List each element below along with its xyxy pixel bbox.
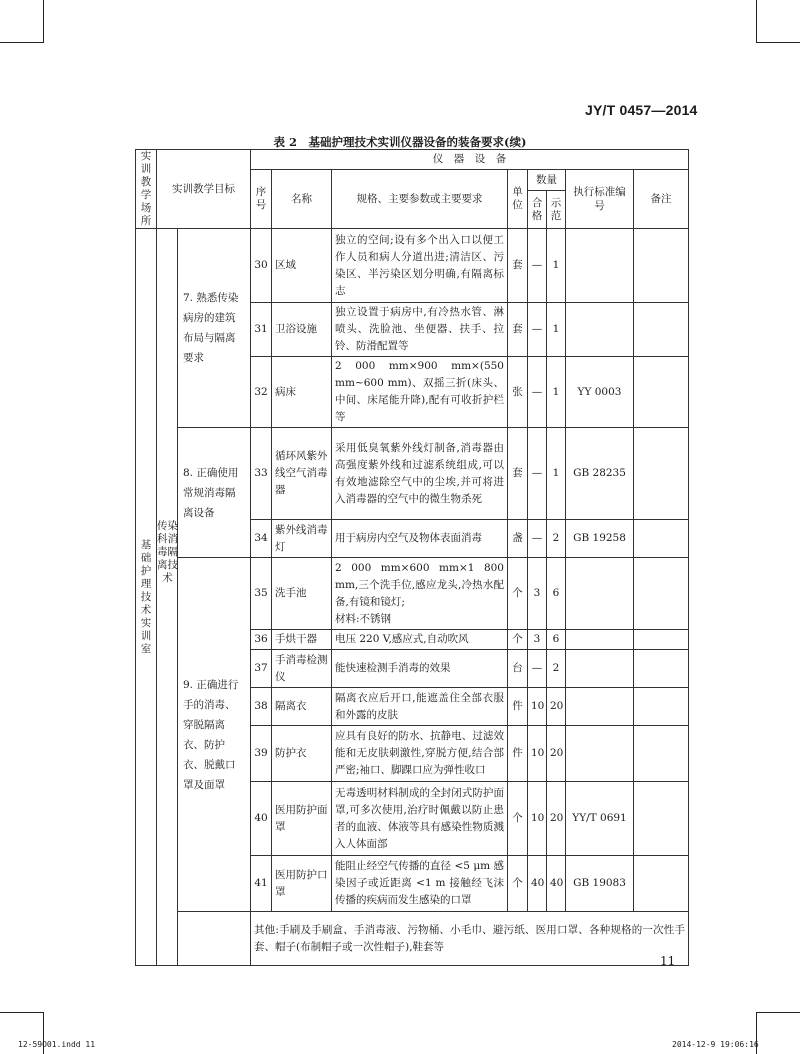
name-cell: 医用防护面罩 (272, 782, 332, 856)
spec-cell: 电压 220 V,感应式,自动吹风 (332, 630, 508, 650)
name-cell: 隔离衣 (272, 688, 332, 726)
seq-cell: 30 (251, 229, 272, 303)
note-cell (634, 688, 689, 726)
qty-ok-cell: — (528, 229, 547, 303)
qty-ok-cell: — (528, 357, 547, 428)
unit-cell: 个 (508, 630, 528, 650)
qty-ok-cell: 10 (528, 782, 547, 856)
note-cell (634, 630, 689, 650)
table-row (136, 428, 689, 520)
spec-cell: 能阻止经空气传播的直径 <5 μm 感染因子或近距离 <1 m 接触经飞沫传播的疾病而发生感染的口罩 (332, 856, 508, 912)
qty-demo-cell: 40 (547, 856, 566, 912)
name-cell: 手烘干器 (272, 630, 332, 650)
goal-9: 9. 正确进行手的消毒、穿脱隔离衣、防护衣、脱戴口罩及面罩 (178, 558, 251, 912)
qty-ok-cell: 10 (528, 688, 547, 726)
seq-cell: 32 (251, 357, 272, 428)
note-cell (634, 726, 689, 782)
crop-mark (756, 42, 800, 43)
spec-cell: 独立的空间;设有多个出入口以便工作人员和病人分道出进;清洁区、污染区、半污染区划分明确,有隔离标志 (332, 229, 508, 303)
spec-cell: 应具有良好的防水、抗静电、过滤效能和无皮肤刺激性,穿脱方便,结合部严密;袖口、脚踝口应为弹性收口 (332, 726, 508, 782)
seq-cell: 38 (251, 688, 272, 726)
header-std: 执行标准编号 (566, 170, 634, 229)
crop-mark (0, 42, 44, 43)
seq-cell: 35 (251, 558, 272, 630)
seq-cell: 34 (251, 520, 272, 558)
name-cell: 卫浴设施 (272, 303, 332, 357)
note-cell (634, 856, 689, 912)
note-cell (634, 303, 689, 357)
name-cell: 紫外线消毒灯 (272, 520, 332, 558)
spec-cell: 采用低臭氧紫外线灯制备,消毒器由高强度紫外线和过滤系统组成,可以有效地滤除空气中的尘埃,并可将进入消毒器的空气中的微生物杀死 (332, 428, 508, 520)
goal-7: 7. 熟悉传染病房的建筑布局与隔离要求 (178, 229, 251, 428)
unit-cell: 张 (508, 357, 528, 428)
name-cell: 手消毒检测仪 (272, 650, 332, 688)
header-seq: 序号 (251, 170, 272, 229)
qty-ok-cell: 40 (528, 856, 547, 912)
category-spacer (157, 229, 178, 966)
header-qty-ok: 合格 (528, 191, 547, 229)
qty-demo-cell: 2 (547, 650, 566, 688)
unit-cell: 套 (508, 303, 528, 357)
qty-ok-cell: — (528, 303, 547, 357)
std-cell: GB 19083 (566, 856, 634, 912)
unit-cell: 件 (508, 688, 528, 726)
name-cell: 病床 (272, 357, 332, 428)
note-cell (634, 782, 689, 856)
header-equipment: 仪 器 设 备 (251, 150, 689, 170)
seq-cell: 33 (251, 428, 272, 520)
header-place: 实训教学场所 (136, 150, 157, 229)
std-cell: YY/T 0691 (566, 782, 634, 856)
seq-cell: 40 (251, 782, 272, 856)
note-cell (634, 428, 689, 520)
qty-ok-cell: — (528, 520, 547, 558)
table-row-other (136, 912, 689, 966)
qty-demo-cell: 1 (547, 357, 566, 428)
qty-demo-cell: 20 (547, 782, 566, 856)
crop-mark (43, 0, 44, 42)
standard-number: JY/T 0457—2014 (585, 102, 698, 118)
unit-cell: 个 (508, 856, 528, 912)
name-cell: 防护衣 (272, 726, 332, 782)
qty-ok-cell: — (528, 650, 547, 688)
qty-ok-cell: 3 (528, 558, 547, 630)
header-name: 名称 (272, 170, 332, 229)
unit-cell: 盏 (508, 520, 528, 558)
qty-ok-cell: — (528, 428, 547, 520)
spec-cell: 2 000 mm×900 mm×(550 mm~600 mm)、双摇三折(床头、中间、床尾能升降),配有可收折护栏等 (332, 357, 508, 428)
header-goal: 实训教学目标 (157, 150, 251, 229)
unit-cell: 个 (508, 782, 528, 856)
note-cell (634, 520, 689, 558)
header-note: 备注 (634, 170, 689, 229)
unit-cell: 套 (508, 229, 528, 303)
std-cell (566, 229, 634, 303)
qty-demo-cell: 20 (547, 726, 566, 782)
std-cell (566, 558, 634, 630)
unit-cell: 套 (508, 428, 528, 520)
qty-demo-cell: 6 (547, 558, 566, 630)
qty-demo-cell: 1 (547, 303, 566, 357)
note-cell (634, 558, 689, 630)
qty-demo-cell: 1 (547, 428, 566, 520)
table-row (136, 558, 689, 630)
footer-timestamp: 2014-12-9 19:06:16 (672, 1040, 759, 1049)
name-cell: 区域 (272, 229, 332, 303)
crop-mark (756, 1012, 800, 1013)
std-cell (566, 650, 634, 688)
seq-cell: 37 (251, 650, 272, 688)
qty-demo-cell: 20 (547, 688, 566, 726)
table-caption: 表 2 基础护理技术实训仪器设备的装备要求(续) (273, 135, 527, 149)
note-cell (634, 650, 689, 688)
qty-ok-cell: 10 (528, 726, 547, 782)
footer-file: 12-59O01.indd 11 (18, 1040, 96, 1049)
spec-cell: 无毒透明材料制成的全封闭式防护面罩,可多次使用,治疗时佩戴以防止患者的血液、体液等具有感染性物质溅入人体面部 (332, 782, 508, 856)
other-items: 其他:手刷及手刷盒、手消毒液、污物桶、小毛巾、避污纸、医用口罩、各种规格的一次性手套、帽子(布制帽子或一次性帽子),鞋套等 (251, 912, 689, 966)
unit-cell: 个 (508, 558, 528, 630)
qty-ok-cell: 3 (528, 630, 547, 650)
std-cell (566, 726, 634, 782)
goal-8: 8. 正确使用常规消毒隔离设备 (178, 428, 251, 558)
header-unit: 单位 (508, 170, 528, 229)
seq-cell: 41 (251, 856, 272, 912)
name-cell: 洗手池 (272, 558, 332, 630)
spec-cell: 独立设置于病房中,有冷热水管、淋喷头、洗脸池、坐便器、扶手、拉铃、防滑配置等 (332, 303, 508, 357)
crop-mark (756, 0, 757, 42)
std-cell: GB 19258 (566, 520, 634, 558)
page-number: 11 (660, 954, 676, 968)
header-spec: 规格、主要参数或主要要求 (332, 170, 508, 229)
crop-mark (0, 1012, 44, 1013)
room-label: 基础护理技术实训室 (136, 229, 157, 966)
seq-cell: 36 (251, 630, 272, 650)
spec-cell: 2 000 mm×600 mm×1 800 mm,三个洗手位,感应龙头,冷热水配备,有镜和镜灯; 材料:不锈钢 (332, 558, 508, 630)
unit-cell: 台 (508, 650, 528, 688)
spec-cell: 隔离衣应后开口,能遮盖住全部衣服和外露的皮肤 (332, 688, 508, 726)
note-cell (634, 357, 689, 428)
goal-empty (178, 912, 251, 966)
dept-label: 传染科消毒隔离技术 (157, 520, 178, 584)
spec-cell: 用于病房内空气及物体表面消毒 (332, 520, 508, 558)
qty-demo-cell: 1 (547, 229, 566, 303)
spec-cell: 能快速检测手消毒的效果 (332, 650, 508, 688)
qty-demo-cell: 6 (547, 630, 566, 650)
header-qty: 数量 (528, 170, 566, 191)
std-cell (566, 688, 634, 726)
header-qty-demo: 示范 (547, 191, 566, 229)
equipment-table (135, 149, 689, 966)
std-cell (566, 630, 634, 650)
name-cell: 医用防护口罩 (272, 856, 332, 912)
name-cell: 循环风紫外线空气消毒器 (272, 428, 332, 520)
unit-cell: 件 (508, 726, 528, 782)
std-cell: YY 0003 (566, 357, 634, 428)
qty-demo-cell: 2 (547, 520, 566, 558)
table-row (136, 229, 689, 303)
std-cell: GB 28235 (566, 428, 634, 520)
seq-cell: 31 (251, 303, 272, 357)
std-cell (566, 303, 634, 357)
note-cell (634, 229, 689, 303)
seq-cell: 39 (251, 726, 272, 782)
